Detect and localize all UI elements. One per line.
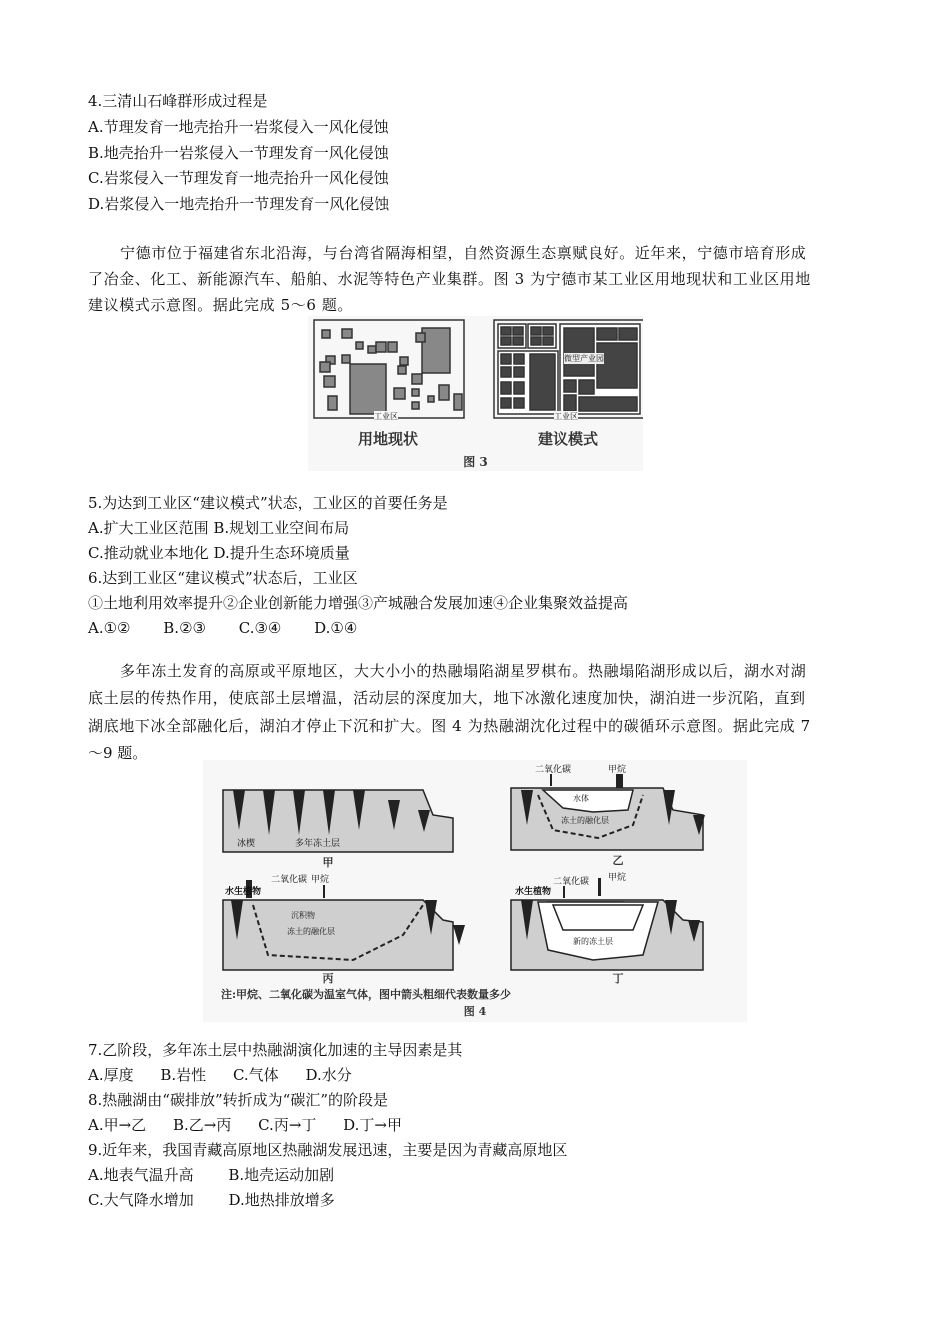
q8-stem: 8.热融湖由“碳排放”转折成为“碳汇”的阶段是 [88,1091,388,1109]
passage2-line: 多年冻土发育的高原或平原地区，大大小小的热融塌陷湖星罗棋布。热融塌陷湖形成以后，湖水对湖 [120,662,807,680]
figure-4-diagram [203,760,747,1022]
q9-option-a: A.地表气温升高 [88,1166,194,1184]
passage2-line: 湖底地下冰全部融化后，湖泊才停止下沉和扩大。图 4 为热融湖沈化过程中的碳循环示意图。据此完成 7 [88,717,811,735]
q8-option-c: C.丙→丁 [258,1116,317,1134]
fig4-plants-ding: 水生植物 [515,887,552,897]
fig4-note: 注:甲烷、二氧化碳为温室气体，图中箭头粗细代表数量多少 [221,988,512,1001]
fig3-caption: 图 3 [463,455,488,469]
q7-option-c: C.气体 [232,1066,279,1084]
q9-option-c: C.大气降水增加 [88,1191,194,1209]
q4-option-a: A.节理发育一地壳抬升一岩浆侵入一风化侵蚀 [88,118,389,136]
q7-stem: 7.乙阶段，多年冻土层中热融湖演化加速的主导因素是其 [88,1041,463,1059]
q6-stem: 6.达到工业区“建议模式”状态后，工业区 [88,569,358,587]
q9-options-cd [88,1190,335,1210]
fig3-zone-label-left: 工业区 [374,412,398,421]
fig4-panel-bing: 丙 [322,972,334,985]
passage1-line: 了冶金、化工、新能源汽车、船舶、水泥等特色产业集群。图 3 为宁德市某工业区用地现状和工业区用地 [88,270,811,288]
q8-options [88,1115,402,1135]
fig3-right-label: 建议模式 [537,430,598,448]
q7-option-b: B.岩性 [160,1066,207,1084]
passage2-line: 底土层的传热作用，使底部土层增温，活动层的深度加大，地下冰激化速度加快，湖泊进一步沉陷，直到 [88,689,806,707]
fig4-ch4-yi: 甲烷 [608,765,627,775]
passage1-line: 建议模式示意图。据此完成 5～6 题。 [88,296,354,314]
fig4-panel-jia: 甲 [322,856,334,869]
q9-options-ab [88,1165,334,1185]
q8-option-b: B.乙→丙 [172,1116,232,1134]
fig4-caption: 图 4 [463,1005,487,1018]
q6-option-a: A.①② [88,619,131,637]
q4-option-c: C.岩浆侵入一节理发育一地壳抬升一风化侵蚀 [88,169,389,187]
figure-3 [308,316,643,471]
q8-option-a: A.甲→乙 [88,1116,147,1134]
q6-option-b: B.②③ [163,619,206,637]
q7-option-d: D.水分 [305,1066,352,1084]
passage2-line: ～9 题。 [88,744,148,762]
fig4-thaw-yi: 冻土的融化层 [561,816,609,825]
q6-option-c: C.③④ [238,619,282,637]
q7-option-a: A.厚度 [88,1066,134,1084]
fig3-zone-label-right: 工业区 [554,412,578,421]
q5-stem: 5.为达到工业区“建议模式”状态，工业区的首要任务是 [88,494,448,512]
q4-option-d: D.岩浆侵入一地壳抬升一节理发育一风化侵蚀 [88,195,390,213]
fig4-co2-ding: 二氧化碳 [553,877,590,887]
passage1-line: 宁德市位于福建省东北沿海，与台湾省隔海相望，自然资源生态禀赋良好。近年来，宁德市培育形成 [120,244,807,262]
fig3-left-label: 用地现状 [357,430,418,448]
q5-options-cd: C.推动就业本地化 D.提升生态环境质量 [88,544,350,562]
q9-stem: 9.近年来，我国青藏高原地区热融湖发展迅速，主要是因为青藏高原地区 [88,1141,568,1159]
fig4-thaw-bing: 冻土的融化层 [287,927,335,936]
fig4-permafrost: 多年冻土层 [295,839,341,849]
fig4-plants-bing: 水生植物 [225,887,262,897]
q6-options [88,618,357,638]
fig4-panel-yi: 乙 [612,854,624,867]
figure-4 [203,760,747,1022]
q4-stem: 4.三清山石峰群形成过程是 [88,92,268,110]
q9-option-b: B.地壳运动加剧 [228,1166,335,1184]
fig4-ice-wedge: 冰楔 [237,839,256,849]
q6-option-d: D.①④ [314,619,358,637]
q4-option-b: B.地壳抬升一岩浆侵入一节理发育一风化侵蚀 [88,144,389,162]
figure-3-diagram [308,316,643,441]
fig3-park-label: 微型产业园 [564,354,604,363]
fig4-co2-bing: 二氧化碳 [271,875,308,885]
q7-options [88,1065,352,1085]
q9-option-d: D.地热排放增多 [228,1191,335,1209]
fig4-co2-yi: 二氧化碳 [535,765,572,775]
fig4-panel-ding: 丁 [612,972,624,985]
q8-option-d: D.丁→甲 [343,1116,403,1134]
fig4-new-permafrost: 新的冻土层 [573,937,613,946]
fig4-sediment: 沉积物 [291,911,315,920]
fig4-ch4-bing: 甲烷 [311,875,330,885]
q5-options-ab: A.扩大工业区范围 B.规划工业空间布局 [88,519,350,537]
fig4-water: 水体 [573,794,589,803]
fig4-ch4-ding: 甲烷 [608,873,627,883]
q6-items: ①土地利用效率提升②企业创新能力增强③产城融合发展加速④企业集聚效益提高 [88,594,629,612]
